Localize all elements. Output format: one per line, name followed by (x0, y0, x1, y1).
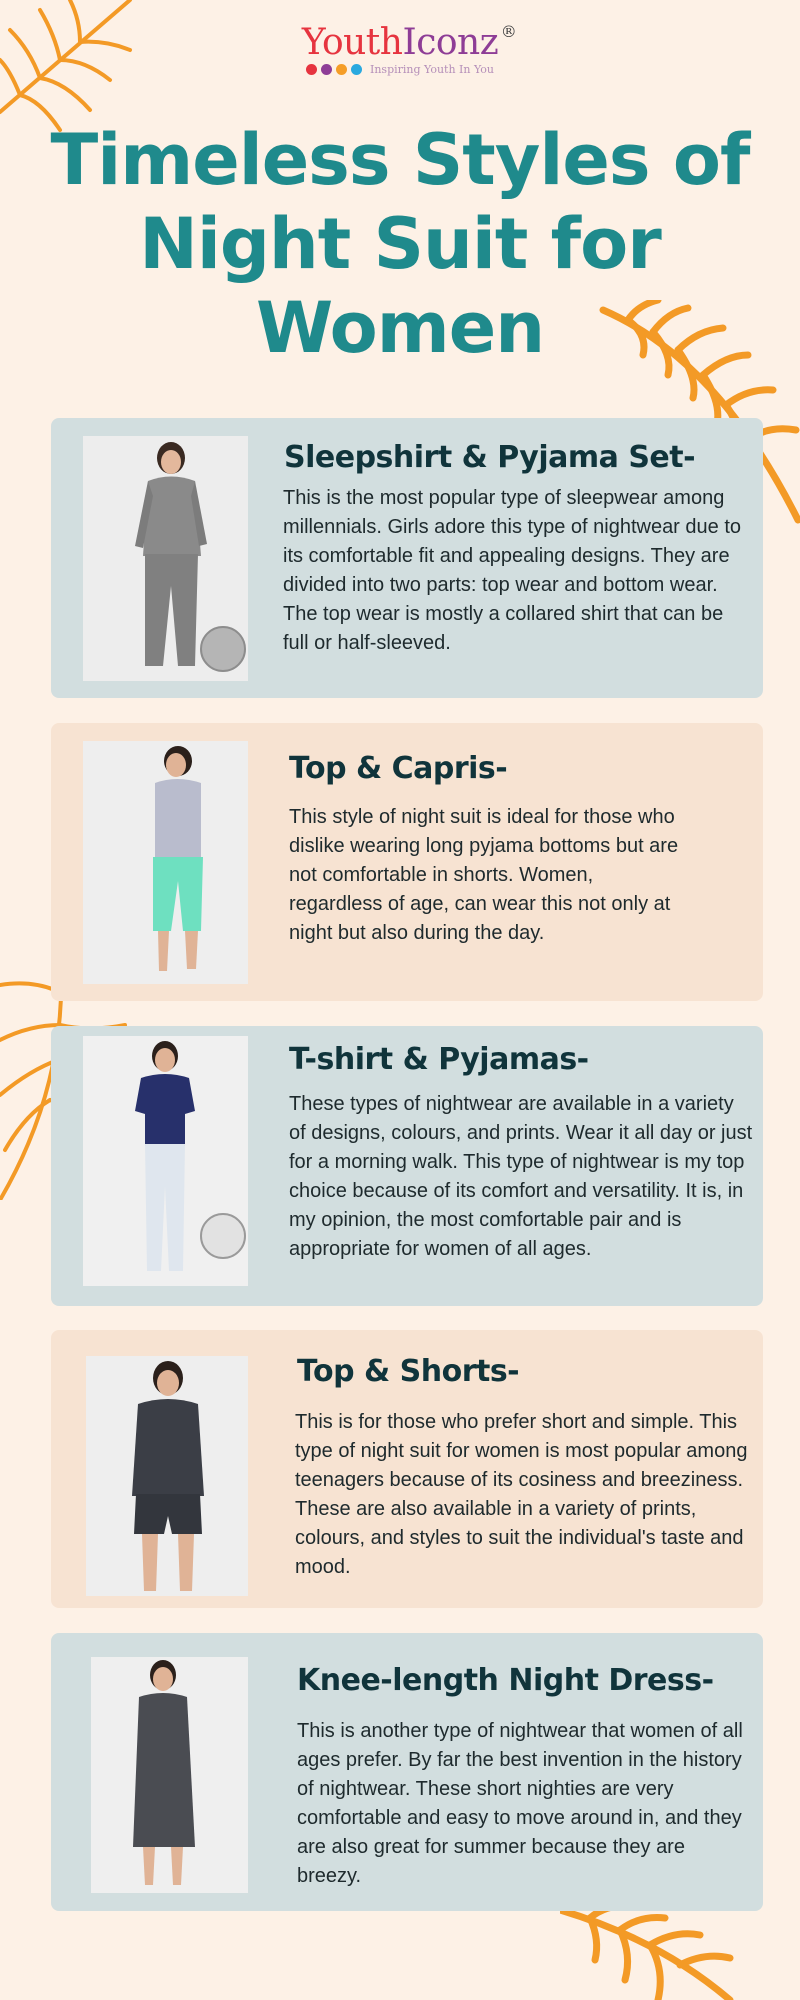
product-image-top-capris (83, 741, 248, 984)
section-heading: Top & Capris- (289, 751, 508, 786)
page-title-line-2: Night Suit for (139, 203, 661, 285)
section-card-sleepshirt (51, 418, 763, 698)
leaf-decoration-bottom-right (560, 1900, 760, 2000)
section-heading: Sleepshirt & Pyjama Set- (284, 440, 696, 475)
brand-tagline: Inspiring Youth In You (370, 63, 494, 76)
page-title-line-1: Timeless Styles of (50, 119, 750, 201)
brand-dot-blue (351, 64, 362, 75)
registered-mark: ® (500, 22, 517, 41)
section-body: This is another type of nightwear that women of all ages prefer. By far the best invention in the history of nightwear. These short nighties are very comfortable and easy to move around in, and they are also great for summer because they are breezy. (297, 1720, 743, 1887)
brand-logo (0, 22, 800, 76)
model-illustration-grey-pyjama (83, 436, 248, 681)
section-body: This is for those who prefer short and simple. This type of night suit for women is most popular among teenagers because of its cosiness and breeziness. These are also available in a variety of prints, colours, and styles to suit the individual's taste and mood. (295, 1411, 748, 1578)
brand-wordmark (301, 22, 517, 63)
product-image-top-shorts (86, 1356, 248, 1596)
brand-dot-orange (336, 64, 347, 75)
section-body: These types of nightwear are available in a variety of designs, colours, and prints. Wear it all day or just for a morning walk. This type of nightwear is my top choice because of its comfort and versatility. It is, in my opinion, the most comfortable pair and is appropriate for women of all ages. (289, 1093, 753, 1260)
section-heading: Knee-length Night Dress- (297, 1663, 714, 1698)
section-body: This style of night suit is ideal for those who dislike wearing long pyjama bottoms but are not comfortable in shorts. Women, regardless of age, can wear this not only at night but also during the day. (289, 806, 679, 944)
model-illustration-tshirt-pyjamas (83, 1036, 248, 1286)
product-image-sleepshirt (83, 436, 248, 681)
section-card-top-capris (51, 723, 763, 1001)
section-heading: Top & Shorts- (297, 1354, 520, 1389)
brand-subline (0, 63, 800, 76)
page-title (0, 118, 800, 370)
section-body: This is the most popular type of sleepwear among millennials. Girls adore this type of nightwear due to its comfortable fit and appealing designs. They are divided into two parts: top wear and bottom wear. The top wear is mostly a collared shirt that can be full or half-sleeved. (283, 487, 742, 654)
model-illustration-top-shorts (86, 1356, 248, 1596)
brand-dot-purple (321, 64, 332, 75)
section-card-night-dress (51, 1633, 763, 1911)
product-image-tshirt-pyjamas (83, 1036, 248, 1286)
brand-name-youth: Youth (301, 22, 403, 63)
brand-dot-red (306, 64, 317, 75)
brand-name-iconz: Iconz (402, 22, 499, 63)
model-illustration-top-capris (83, 741, 248, 984)
product-image-night-dress (91, 1657, 248, 1893)
section-card-tshirt-pyjamas (51, 1026, 763, 1306)
section-heading: T-shirt & Pyjamas- (289, 1042, 589, 1077)
section-card-top-shorts (51, 1330, 763, 1608)
page-title-line-3: Women (255, 287, 545, 369)
model-illustration-night-dress (91, 1657, 248, 1893)
